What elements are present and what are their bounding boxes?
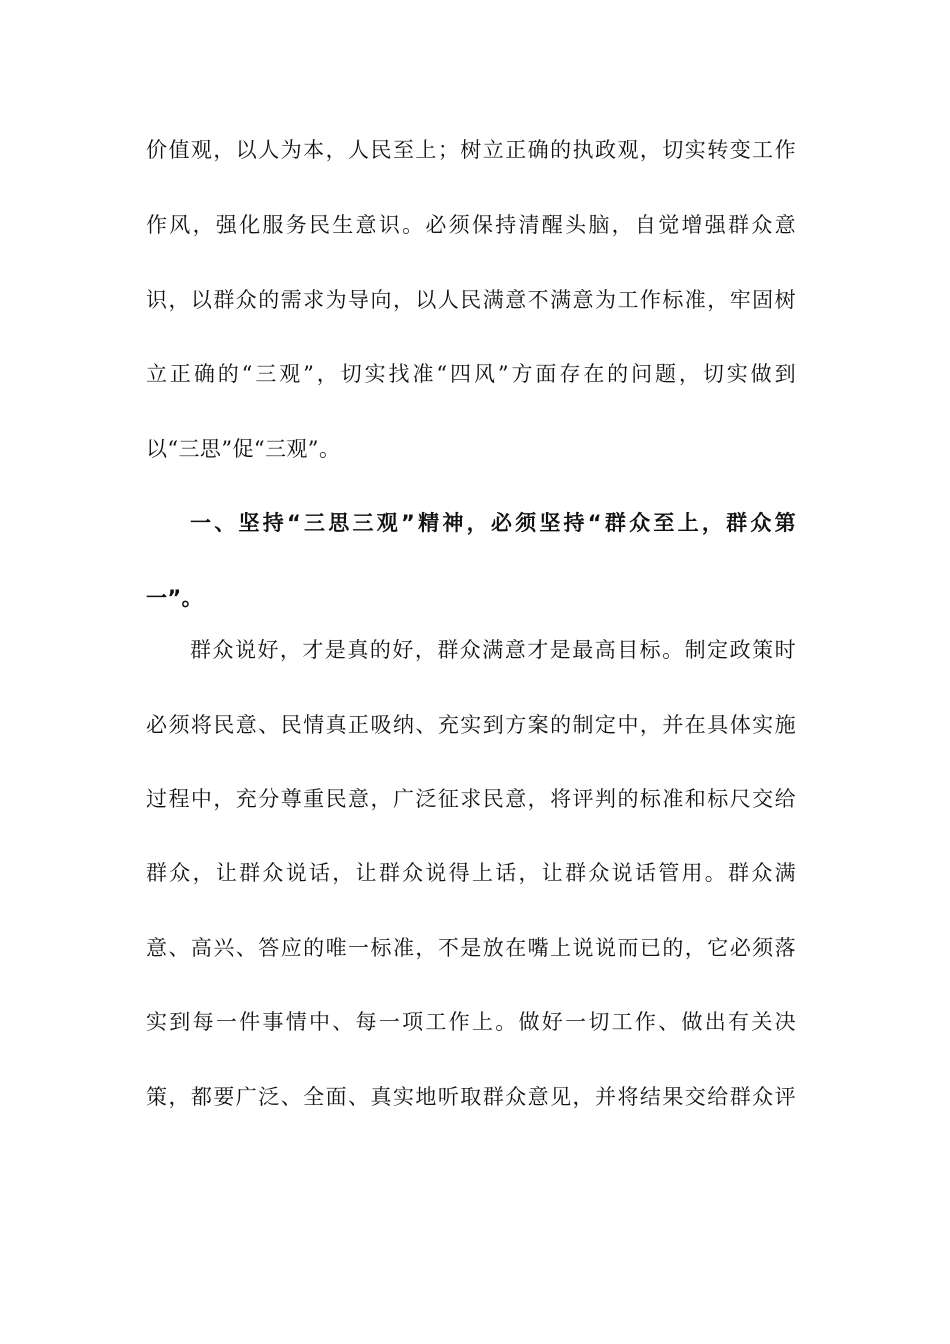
body-line: 必须将民意、民情真正吸纳、充实到方案的制定中，并在具体实施 [146,713,796,737]
body-line: 意、高兴、答应的唯一标准，不是放在嘴上说说而已的，它必须落 [146,936,796,960]
body-line: 群众，让群众说话，让群众说得上话，让群众说话管用。群众满 [146,861,796,885]
body-line: 群众说好，才是真的好，群众满意才是最高目标。制定政策时 [190,638,796,662]
paragraph-line: 作风，强化服务民生意识。必须保持清醒头脑，自觉增强群众意 [146,213,796,237]
paragraph-line: 价值观，以人为本，人民至上；树立正确的执政观，切实转变工作 [146,138,796,162]
section-heading-line-1: 一、坚持“三思三观”精神，必须坚持“群众至上，群众第 [190,511,796,535]
body-line: 实到每一件事情中、每一项工作上。做好一切工作、做出有关决 [146,1010,796,1034]
section-heading-line-2: 一”。 [146,586,204,610]
paragraph-line: 识，以群众的需求为导向，以人民满意不满意为工作标准，牢固树 [146,288,796,312]
paragraph-line: 以“三思”促“三观”。 [146,437,341,461]
paragraph-line: 立正确的“三观”，切实找准“四风”方面存在的问题，切实做到 [146,362,796,386]
body-line: 策，都要广泛、全面、真实地听取群众意见，并将结果交给群众评 [146,1085,796,1109]
body-line: 过程中，充分尊重民意，广泛征求民意，将评判的标准和标尺交给 [146,787,796,811]
